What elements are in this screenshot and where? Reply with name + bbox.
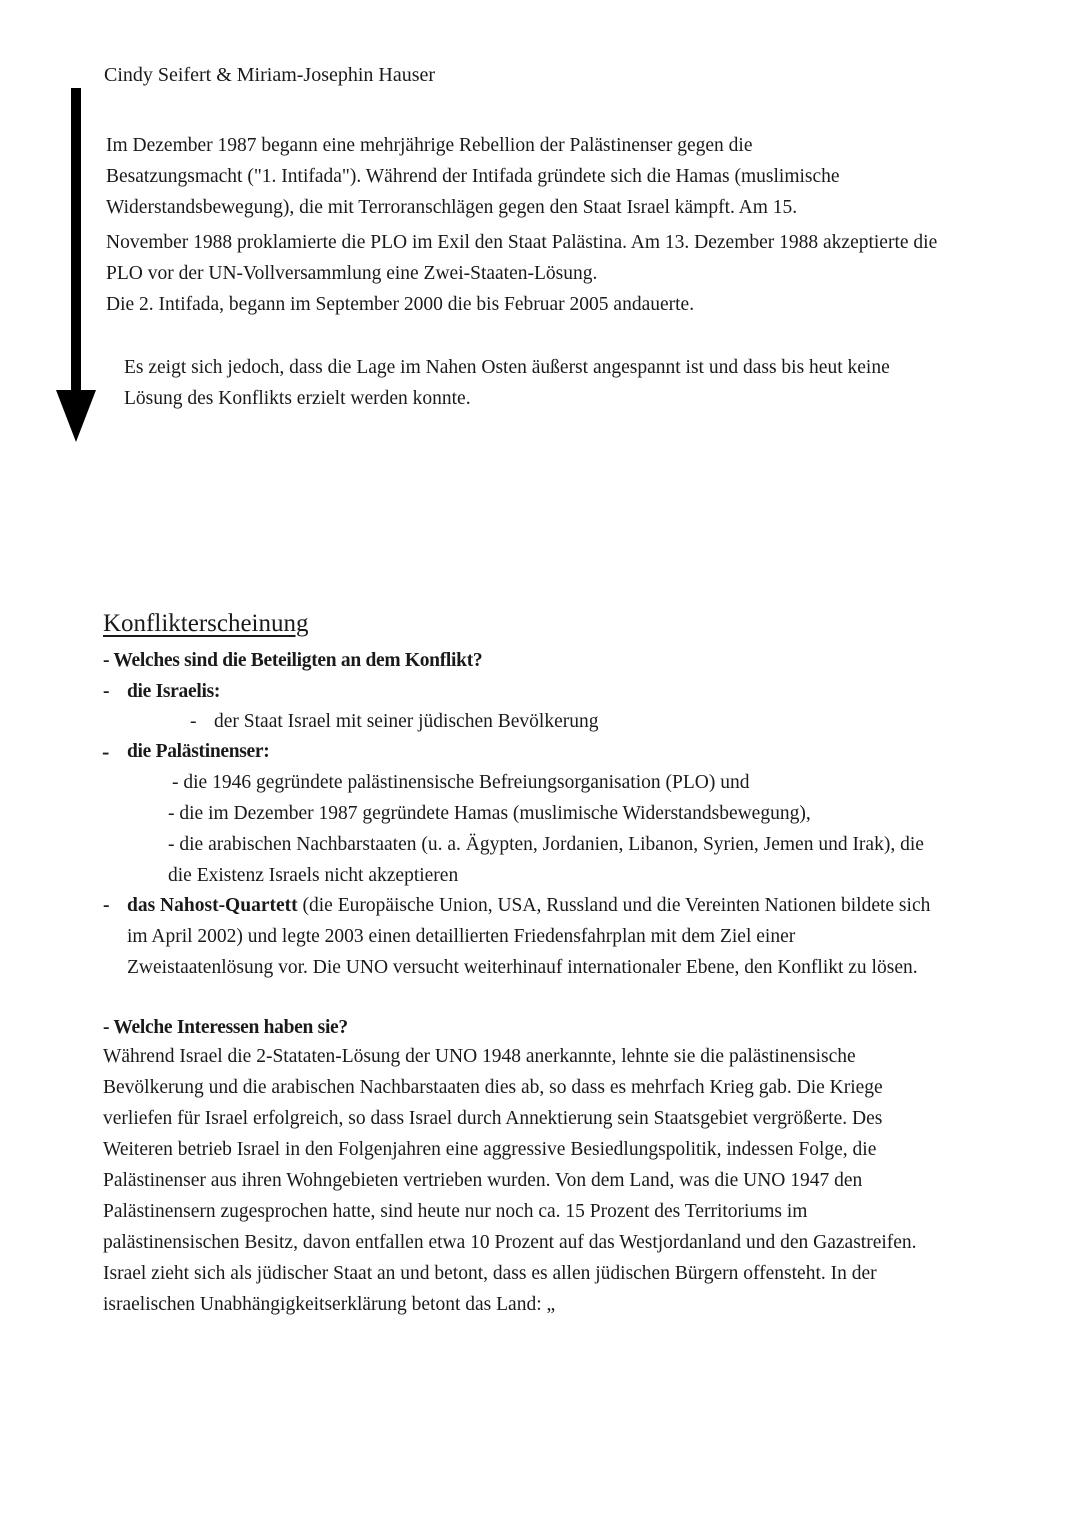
quartet-text: (die Europäische Union, USA, Russland und die Vereinten Nationen bildete sich <box>297 895 931 916</box>
palestinians-item: - die 1946 gegründete palästinensische Befreiungsorganisation (PLO) und <box>172 772 750 793</box>
bullet-dash: - <box>103 681 110 702</box>
quartet-line <box>127 890 930 921</box>
conclusion-line: Es zeigt sich jedoch, dass die Lage im Nahen Osten äußerst angespannt ist und dass bis heut keine <box>124 357 890 378</box>
paragraph-line: Israel zieht sich als jüdischer Staat an und betont, dass es allen jüdischen Bürgern offensteht. In der <box>103 1263 877 1284</box>
paragraph-line: Weiteren betrieb Israel in den Folgenjahren eine aggressive Besiedlungspolitik, indessen Folge, die <box>103 1139 877 1160</box>
paragraph-line: palästinensischen Besitz, davon entfallen etwa 10 Prozent auf das Westjordanland und den Gazastreifen. <box>103 1232 917 1253</box>
timeline-arrow-icon <box>56 88 96 444</box>
timeline-line: Die 2. Intifada, begann im September 2000 die bis Februar 2005 andauerte. <box>106 294 695 315</box>
israelis-item: der Staat Israel mit seiner jüdischen Bevölkerung <box>214 711 599 732</box>
conclusion-text <box>124 352 890 414</box>
conclusion-line: Lösung des Konflikts erzielt werden konnte. <box>124 388 471 409</box>
timeline-line: November 1988 proklamierte die PLO im Exil den Staat Palästina. Am 13. Dezember 1988 akzeptierte die <box>106 232 938 253</box>
paragraph-line: Palästinensern zugesprochen hatte, sind heute nur noch ca. 15 Prozent des Territoriums im <box>103 1201 808 1222</box>
question-participants: - Welches sind die Beteiligten an dem Konflikt? <box>103 650 483 671</box>
paragraph-line: Palästinenser aus ihren Wohngebieten vertrieben wurden. Von dem Land, was die UNO 1947 den <box>103 1170 863 1191</box>
quartet-label: das Nahost-Quartett <box>127 895 298 916</box>
paragraph-line: israelischen Unabhängigkeitserklärung betont das Land: „ <box>103 1294 556 1315</box>
authors: Cindy Seifert & Miriam-Josephin Hauser <box>104 64 436 86</box>
interests-paragraph <box>103 1041 917 1320</box>
quartet-line: Zweistaatenlösung vor. Die UNO versucht weiterhinauf internationaler Ebene, den Konflikt zu lösen. <box>127 957 918 978</box>
timeline-line: PLO vor der UN-Vollversammlung eine Zwei-Staaten-Lösung. <box>106 263 598 284</box>
paragraph-line: Während Israel die 2-Stataten-Lösung der UNO 1948 anerkannte, lehnte sie die palästinensische <box>103 1046 856 1067</box>
timeline-line: Im Dezember 1987 begann eine mehrjährige Rebellion der Palästinenser gegen die <box>106 135 753 156</box>
bullet-dash: - <box>103 895 110 916</box>
timeline-line: Widerstandsbewegung), die mit Terroranschlägen gegen den Staat Israel kämpft. Am 15. <box>106 197 798 218</box>
palestinians-item: - die arabischen Nachbarstaaten (u. a. Ägypten, Jordanien, Libanon, Syrien, Jemen und Irak), die <box>168 834 924 855</box>
palestinians-label: die Palästinenser: <box>127 741 270 762</box>
question-interests: - Welche Interessen haben sie? <box>103 1017 348 1038</box>
bullet-dash: - <box>102 739 110 764</box>
quartet-line: im April 2002) und legte 2003 einen detaillierten Friedensfahrplan mit dem Ziel einer <box>127 926 796 947</box>
timeline-text <box>106 130 937 320</box>
section-heading: Konflikterscheinung <box>103 610 309 637</box>
paragraph-line: Bevölkerung und die arabischen Nachbarstaaten dies ab, so dass es mehrfach Krieg gab. Die Kriege <box>103 1077 883 1098</box>
palestinians-item: die Existenz Israels nicht akzeptieren <box>168 865 459 886</box>
palestinians-item: - die im Dezember 1987 gegründete Hamas (muslimische Widerstandsbewegung), <box>168 803 811 824</box>
timeline-line: Besatzungsmacht ("1. Intifada"). Während der Intifada gründete sich die Hamas (muslimische <box>106 166 840 187</box>
paragraph-line: verliefen für Israel erfolgreich, so dass Israel durch Annektierung sein Staatsgebiet vergrößerte. Des <box>103 1108 883 1129</box>
bullet-dash: - <box>190 711 197 732</box>
israelis-label: die Israelis: <box>127 681 221 702</box>
